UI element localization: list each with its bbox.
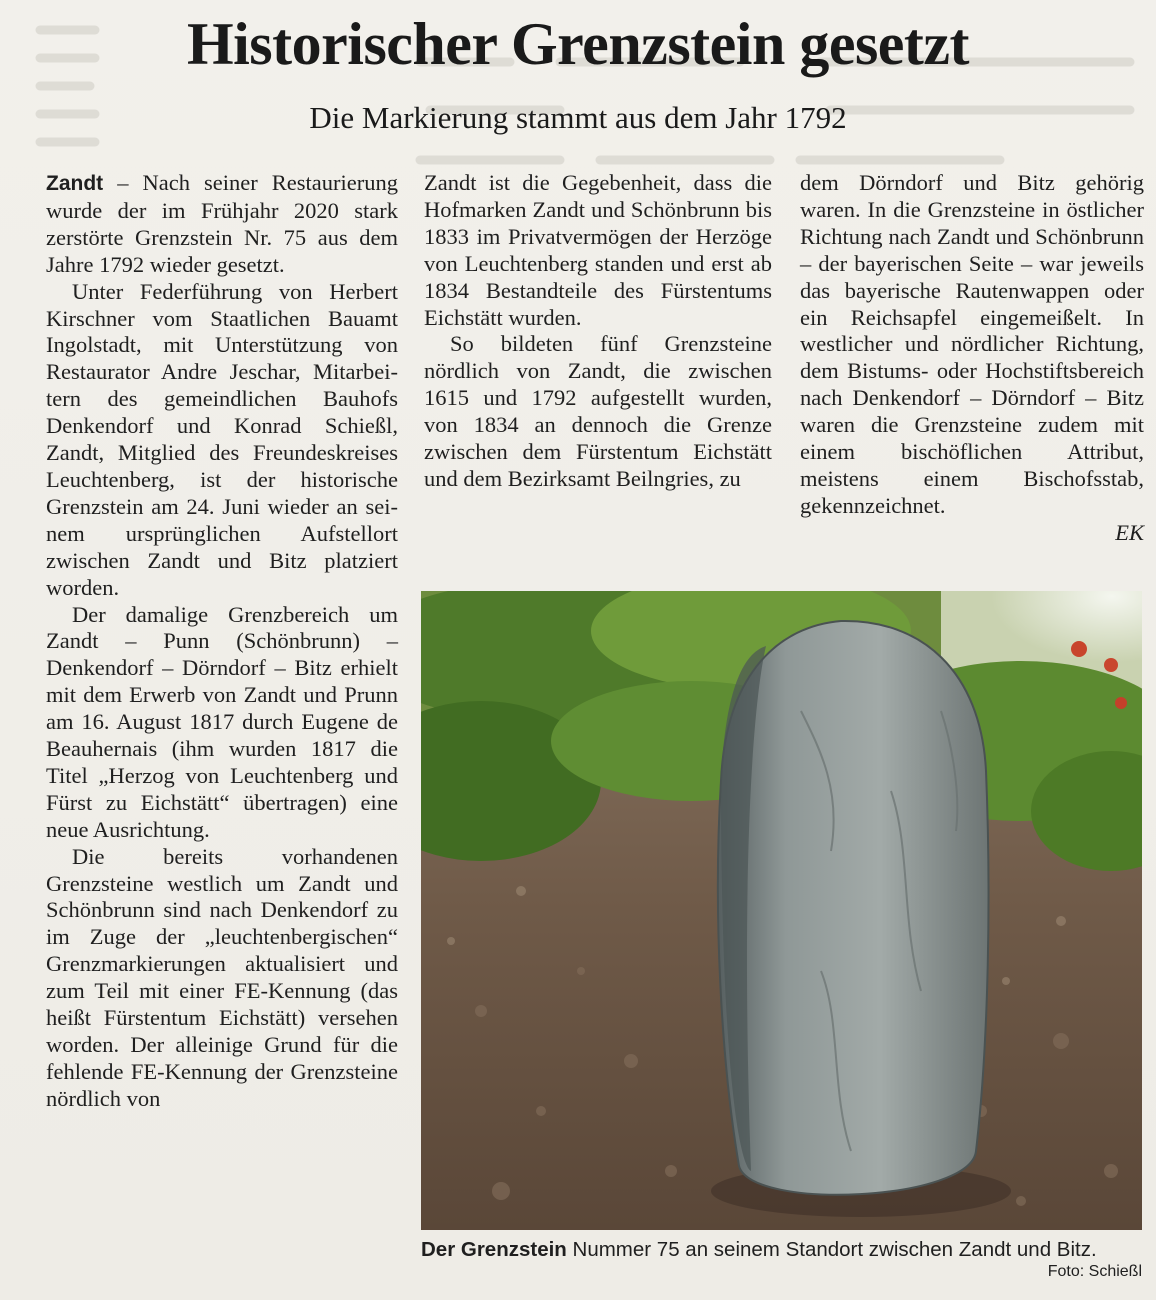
column-2 <box>424 170 772 493</box>
boundary-stone-photo <box>421 591 1142 1230</box>
author-signature: EK <box>1115 519 1144 545</box>
paragraph-4: Die bereits vorhandenen Grenzsteine westlich um Zandt und Schönbrunn sind nach Denkendorf zu im Zuge der „leuchtenbergischen“ Grenzmarkierungen aktualisiert und zum Teil mit einer FE-Kennung (das heißt Fürstentum Eichstätt) versehen worden. Der alleinige Grund für die fehlende FE-Kennung der Grenzsteine nördlich von <box>46 843 398 1111</box>
photo-credit: Foto: Schießl <box>1047 1263 1142 1280</box>
caption-lead: Der Grenzstein <box>421 1238 567 1261</box>
photo-caption <box>421 1237 1142 1262</box>
column-3 <box>800 170 1144 547</box>
subheadline: Die Markierung stammt aus dem Jahr 1792 <box>309 100 847 135</box>
paragraph-3: Der damalige Grenzbereich um Zandt – Punn (Schönbrunn) – Denkendorf – Dörndorf – Bitz erhielt mit dem Erwerb von Zandt und Prunn am 16. August 1817 durch Eugene de Beauhernais (ihm wurden 1817 die Titel „Herzog von Leuchtenberg und Fürst zu Eichstätt“ übertragen) eine neue Ausrichtung. <box>46 601 398 842</box>
caption-text: Nummer 75 an seinem Standort zwischen Zandt und Bitz. <box>566 1238 1097 1261</box>
paragraph-5: Zandt ist die Gegebenheit, dass die Hofmarken Zandt und Schönbrunn bis 1833 im Privatvermögen der Herzöge von Leuchtenberg standen und erst ab 1834 Bestandteile des Fürstentums Eichstätt wurden. <box>424 170 772 330</box>
paragraph-7: dem Dörndorf und Bitz gehörig waren. In die Grenzsteine in östlicher Richtung nach Zandt und Schönbrunn – der bayerischen Seite – war jeweils das bayerische Rautenwappen oder ein Reichsapfel eingemeißelt. In westlicher und nördlicher Richtung, dem Bistums- oder Hochstiftsbereich nach Denkendorf – Dörndorf – Bitz waren die Grenzsteine zudem mit einem bischöflichen Attribut, meistens einem Bischofsstab, gekennzeichnet. <box>800 170 1144 518</box>
paragraph-6: So bildeten fünf Grenzsteine nördlich von Zandt, die zwischen 1615 und 1792 aufgestellt wurden, von 1834 an dennoch die Grenze zwischen dem Fürstentum Eichstätt und dem Bezirksamt Beilngries, zu <box>424 331 772 491</box>
paragraph-1 <box>46 170 398 279</box>
boundary-stone-image <box>421 591 1142 1230</box>
headline: Historischer Grenzstein gesetzt <box>186 11 970 77</box>
column-1 <box>46 170 398 1113</box>
dateline: Zandt <box>46 172 104 195</box>
paragraph-2: Unter Federführung von Herbert Kirschner vom Staatlichen Bauamt Ingolstadt, mit Unterstützung von Restaurator Andre Jeschar, Mitarbeitern des gemeindlichen Bauhofs Denkendorf und Konrad Schießl, Zandt, Mitglied des Freundeskreises Leuchtenberg, ist der historische Grenzstein am 24. Juni wieder an seinem ursprünglichen Aufstellort zwischen Zandt und Bitz platziert worden. <box>46 278 398 600</box>
paragraph-1-text: – Nach seiner Restaurierung wurde der im Frühjahr 2020 stark zerstörte Grenzstein Nr. 75 aus dem Jahre 1792 wieder gesetzt. <box>46 170 398 277</box>
